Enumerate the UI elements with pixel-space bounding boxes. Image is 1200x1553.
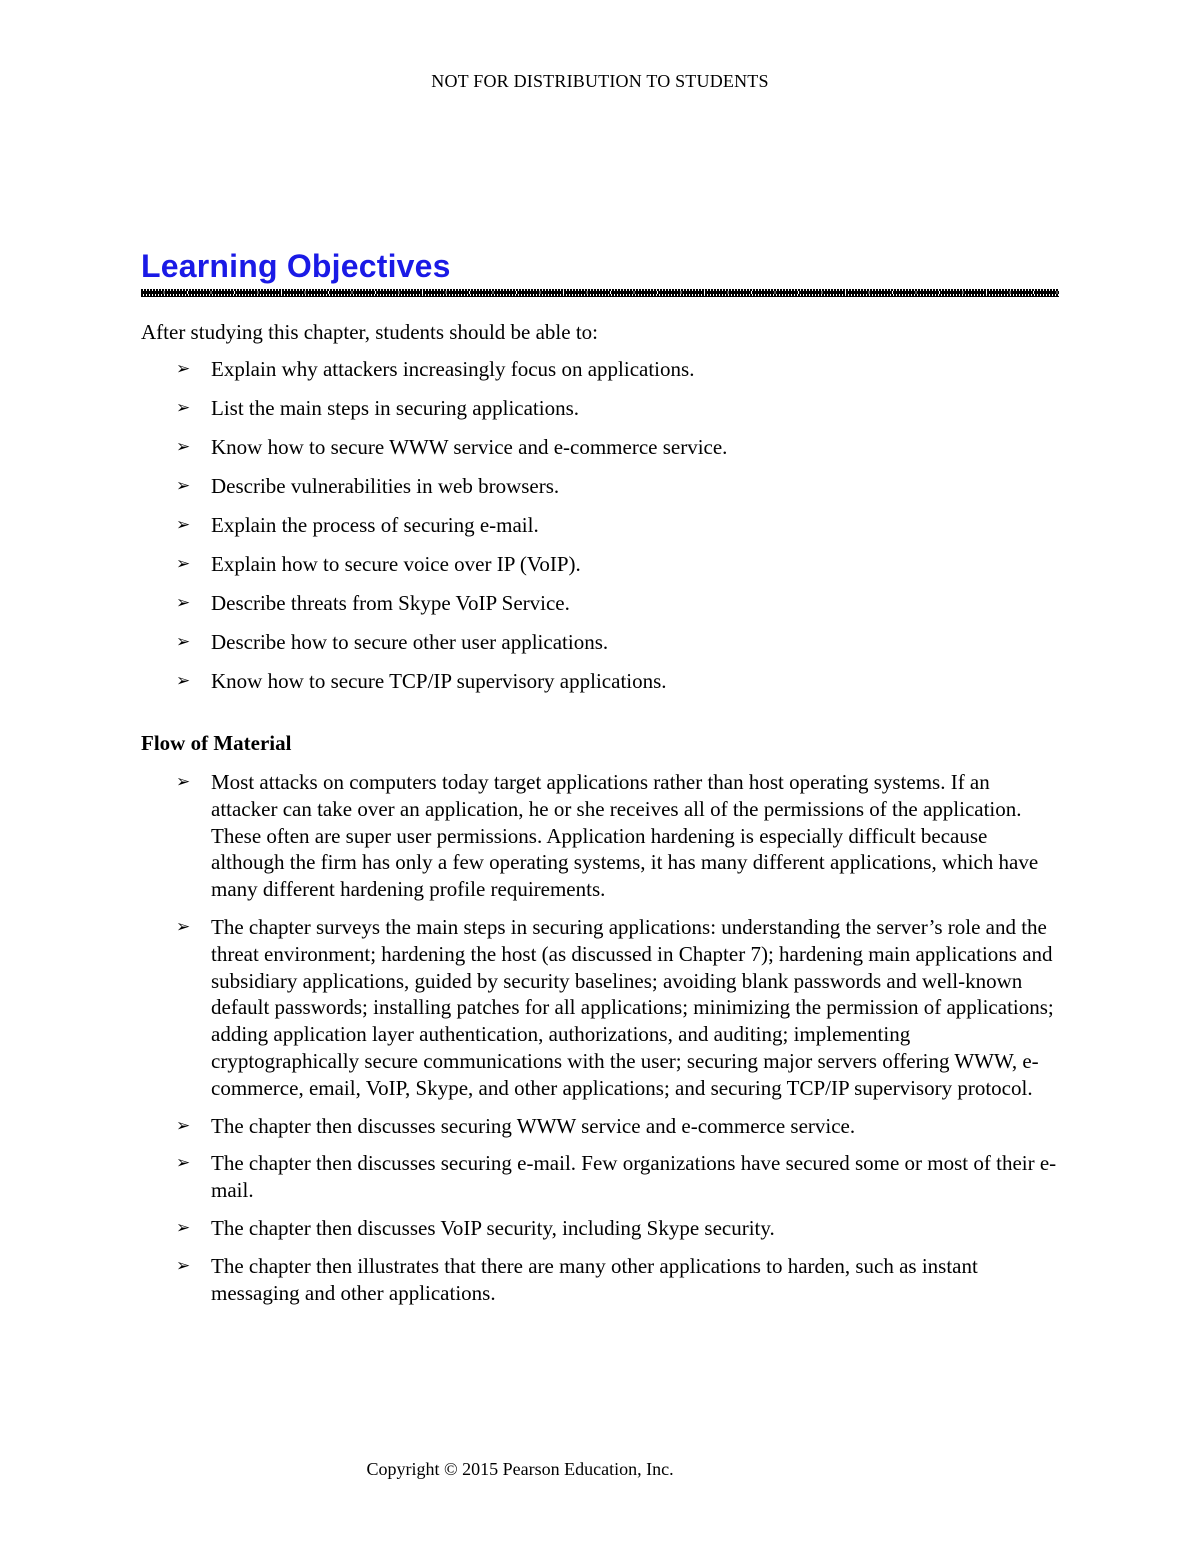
list-item (176, 1253, 1061, 1307)
objective-text: Explain why attackers increasingly focus on applications. (211, 357, 695, 381)
arrowhead-bullet-icon: ➢ (176, 916, 191, 937)
arrowhead-bullet-icon: ➢ (176, 554, 191, 574)
list-item (176, 668, 1056, 695)
objective-text: Explain the process of securing e-mail. (211, 513, 539, 537)
list-item (176, 1150, 1061, 1204)
title-divider (141, 289, 1059, 297)
objective-text: Describe threats from Skype VoIP Service. (211, 591, 570, 615)
arrowhead-bullet-icon: ➢ (176, 772, 191, 792)
flow-text: The chapter then illustrates that there are many other applications to harden, such as instant messaging and other applications. (211, 1253, 978, 1305)
flow-text: The chapter then discusses securing e-mail. Few organizations have secured some or most of their e-mail. (211, 1151, 1057, 1203)
list-item (176, 551, 1056, 578)
list-item (176, 590, 1056, 617)
list-item (176, 629, 1056, 656)
flow-of-material-heading: Flow of Material (141, 731, 292, 755)
flow-list (176, 769, 1061, 1317)
flow-text: The chapter surveys the main steps in securing applications: understanding the server’s role and the threat environment; hardening the host (as discussed in Chapter 7); hardening main applications and subsidiary applications, guided by security baselines; avoiding blank passwords and well-known default passwords; installing patches for all applications; minimizing the permission of applications; adding application layer authentication, authorizations, and auditing; implementing cryptographically secure communications with the user; securing major servers offering WWW, e-commerce, email, VoIP, Skype, and other applications; and securing TCP/IP supervisory protocol. (211, 914, 1054, 1100)
objective-text: Explain how to secure voice over IP (VoIP). (211, 552, 581, 576)
arrowhead-bullet-icon: ➢ (176, 632, 191, 652)
page-title: Learning Objectives (141, 248, 451, 284)
list-item (176, 769, 1061, 903)
arrowhead-bullet-icon: ➢ (176, 671, 191, 691)
list-item (176, 395, 1056, 422)
copyright-footer: Copyright © 2015 Pearson Education, Inc. (366, 1459, 674, 1479)
objective-text: List the main steps in securing applications. (211, 396, 580, 420)
objectives-list (176, 356, 1056, 707)
list-item (176, 1113, 1061, 1140)
arrowhead-bullet-icon: ➢ (176, 359, 191, 379)
arrowhead-bullet-icon: ➢ (176, 1115, 191, 1136)
flow-text: The chapter then discusses securing WWW service and e-commerce service. (211, 1113, 856, 1138)
arrowhead-bullet-icon: ➢ (176, 593, 191, 613)
arrowhead-bullet-icon: ➢ (176, 1217, 191, 1238)
arrowhead-bullet-icon: ➢ (176, 515, 191, 535)
objective-text: Know how to secure TCP/IP supervisory applications. (211, 669, 667, 693)
objective-text: Describe how to secure other user applications. (211, 630, 609, 654)
flow-text: The chapter then discusses VoIP security, including Skype security. (211, 1215, 775, 1240)
list-item (176, 473, 1056, 500)
list-item (176, 914, 1061, 1102)
list-item (176, 512, 1056, 539)
list-item (176, 434, 1056, 461)
list-item (176, 1215, 1061, 1242)
list-item (176, 356, 1056, 383)
objective-text: Know how to secure WWW service and e-commerce service. (211, 435, 728, 459)
arrowhead-bullet-icon: ➢ (176, 398, 191, 418)
distribution-notice: NOT FOR DISTRIBUTION TO STUDENTS (431, 71, 769, 91)
arrowhead-bullet-icon: ➢ (176, 1255, 191, 1276)
flow-text: Most attacks on computers today target applications rather than host operating systems. If an attacker can take over an application, he or she receives all of the permissions of the application. These often are super user permissions. Application hardening is especially difficult because although the firm has only a few operating systems, it has many different applications, which have many different hardening profile requirements. (211, 770, 1039, 902)
objective-text: Describe vulnerabilities in web browsers. (211, 474, 560, 498)
objectives-intro: After studying this chapter, students should be able to: (141, 320, 598, 344)
arrowhead-bullet-icon: ➢ (176, 1153, 191, 1174)
arrowhead-bullet-icon: ➢ (176, 437, 191, 457)
arrowhead-bullet-icon: ➢ (176, 476, 191, 496)
